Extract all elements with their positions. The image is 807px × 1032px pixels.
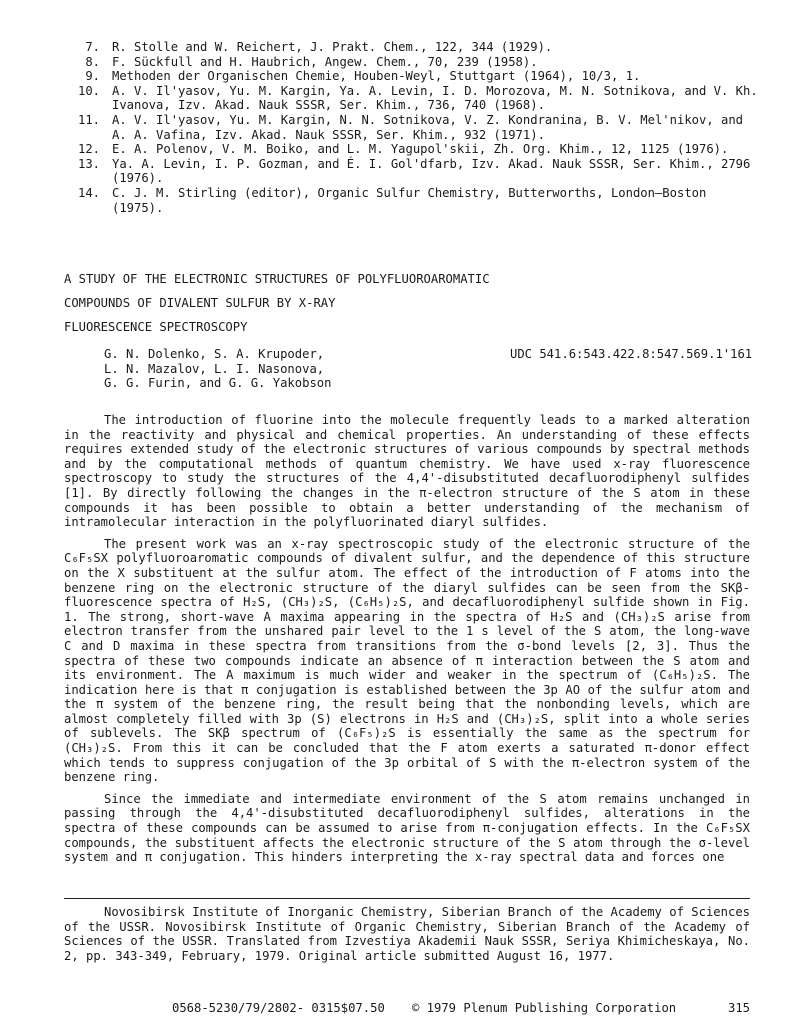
reference-number: 10. (77, 83, 100, 98)
author-line: G. G. Furin, and G. G. Yakobson (104, 376, 332, 391)
reference-number: 13. (77, 156, 100, 171)
reference-item (64, 55, 764, 70)
reference-text: A. V. Il'yasov, Yu. M. Kargin, Ya. A. Levin, I. D. Morozova, M. N. Sotnikova, and V. Kh. Ivanova, Izv. Akad. Nauk SSSR, Ser. Khim., 736, 740 (1968). (112, 83, 758, 113)
page-footer (172, 1001, 750, 1016)
footnote-divider (64, 898, 750, 899)
reference-number: 9. (85, 69, 100, 84)
reference-item (64, 69, 764, 84)
title-line: A STUDY OF THE ELECTRONIC STRUCTURES OF POLYFLUOROAROMATIC (64, 272, 490, 286)
reference-item (64, 40, 764, 55)
title-line: COMPOUNDS OF DIVALENT SULFUR BY X-RAY (64, 296, 336, 311)
reference-number: 7. (85, 40, 100, 54)
reference-text: Ya. A. Levin, I. P. Gozman, and É. I. Gol'dfarb, Izv. Akad. Nauk SSSR, Ser. Khim., 2796 (1976). (112, 156, 751, 186)
affiliation-footnote (64, 905, 750, 963)
reference-text: E. A. Polenov, V. M. Boiko, and L. M. Yagupol'skii, Zh. Org. Khim., 12, 1125 (1976). (112, 142, 729, 157)
reference-text: Methoden der Organischen Chemie, Houben-Weyl, Stuttgart (1964), 10/3, 1. (112, 69, 641, 84)
author-line: L. N. Mazalov, L. I. Nasonova, (104, 361, 325, 376)
reference-item (64, 84, 764, 113)
author-list (104, 347, 434, 391)
reference-number: 8. (85, 54, 100, 69)
article-code: 0568-5230/79/2802- 0315$07.50 (172, 1001, 385, 1015)
affiliation-text: Novosibirsk Institute of Inorganic Chemistry, Siberian Branch of the Academy of Sciences of the USSR. Novosibirsk Institute of Organic Chemistry, Siberian Branch of the Academy of Sciences of the USSR. Translated from Izvestiya Akademii Nauk SSSR, Seriya Khimicheskaya, No. 2, pp. 343-349, February, 1979. Original article submitted August 16, 1977. (64, 905, 750, 963)
article-title (64, 272, 624, 344)
reference-list (64, 40, 764, 215)
reference-number: 14. (77, 185, 100, 200)
body-paragraph: Since the immediate and intermediate environment of the S atom remains unchanged in passing through the 4,4'-disubstituted decafluorodiphenyl sulfides, alterations in the spectra of these compounds can be assumed to arise from π-conjugation effects. In the C₆F₅SX compounds, the substituent affects the electronic structure of the S atom through the σ-level system and π conjugation. This hinders interpreting the x-ray spectral data and forces one (64, 791, 750, 865)
udc-code: UDC 541.6:543.422.8:547.569.1'161 (510, 347, 753, 361)
reference-text: C. J. M. Stirling (editor), Organic Sulfur Chemistry, Butterworths, London—Boston (1975). (112, 185, 707, 215)
reference-number: 11. (77, 112, 100, 127)
copyright-notice: © 1979 Plenum Publishing Corporation (412, 1001, 677, 1015)
reference-number: 12. (77, 142, 100, 157)
reference-text: A. V. Il'yasov, Yu. M. Kargin, N. N. Sotnikova, V. Z. Kondranina, B. V. Mel'nikov, and A. A. Vafina, Izv. Akad. Nauk SSSR, Ser. Khim., 932 (1971). (112, 112, 744, 142)
reference-item (64, 186, 764, 215)
body-paragraph: The present work was an x-ray spectroscopic study of the electronic structure of the C₆F₅SX polyfluoroaromatic compounds of divalent sulfur, and the dependence of this structure on the X substituent at the sulfur atom. The effect of the introduction of F atoms into the benzene ring on the electronic structure of the diaryl sulfides can be seen from the SKβ-fluorescence spectra of H₂S, (CH₃)₂S, (C₆H₅)₂S, and decafluorodiphenyl sulfide shown in Fig. 1. The strong, short-wave A maxima appearing in the spectra of H₂S and (CH₃)₂S arise from electron transfer from the unshared pair level to the 1 s level of the S atom, the long-wave C and D maxima in these spectra from transitions from the σ-bond levels [2, 3]. Thus the spectra of these two compounds indicate an absence of π interaction between the S atom and its environment. The A maximum is much wider and weaker in the spectrum of (C₆H₅)₂S. The indication here is that π conjugation is established between the 3p AO of the sulfur atom and the π system of the benzene ring, the result being that the nonbonding levels, which are almost completely filled with 3p (S) electrons in H₂S and (CH₃)₂S, split into a whole series of sublevels. The SKβ spectrum of (C₆F₅)₂S is essentially the same as the spectrum for (CH₃)₂S. From this it can be concluded that the F atom exerts a saturated π-donor effect which tends to suppress conjugation of the 3p orbital of S with the π-electron system of the benzene ring. (64, 536, 750, 785)
author-line: G. N. Dolenko, S. A. Krupoder, (104, 347, 325, 361)
article-body (64, 413, 750, 872)
title-line: FLUORESCENCE SPECTROSCOPY (64, 320, 248, 335)
reference-item (64, 157, 764, 186)
reference-text: R. Stolle and W. Reichert, J. Prakt. Chem., 122, 344 (1929). (112, 40, 553, 54)
reference-text: F. Sückfull and H. Haubrich, Angew. Chem., 70, 239 (1958). (112, 54, 538, 69)
body-paragraph: The introduction of fluorine into the molecule frequently leads to a marked alteration in the reactivity and physical and chemical properties. An understanding of these effects requires extended study of the electronic structures of various compounds by spectral methods and by the computational methods of quantum chemistry. We have used x-ray fluorescence spectroscopy to study the structures of the 4,4'-disubstituted decafluorodiphenyl sulfides [1]. By directly following the changes in the π-electron structure of the S atom in these compounds it has been possible to obtain a better understanding of the mechanism of intramolecular interaction in the polyfluorinated diaryl sulfides. (64, 413, 750, 530)
reference-item (64, 113, 764, 142)
reference-item (64, 142, 764, 157)
page-number: 315 (727, 1001, 750, 1015)
